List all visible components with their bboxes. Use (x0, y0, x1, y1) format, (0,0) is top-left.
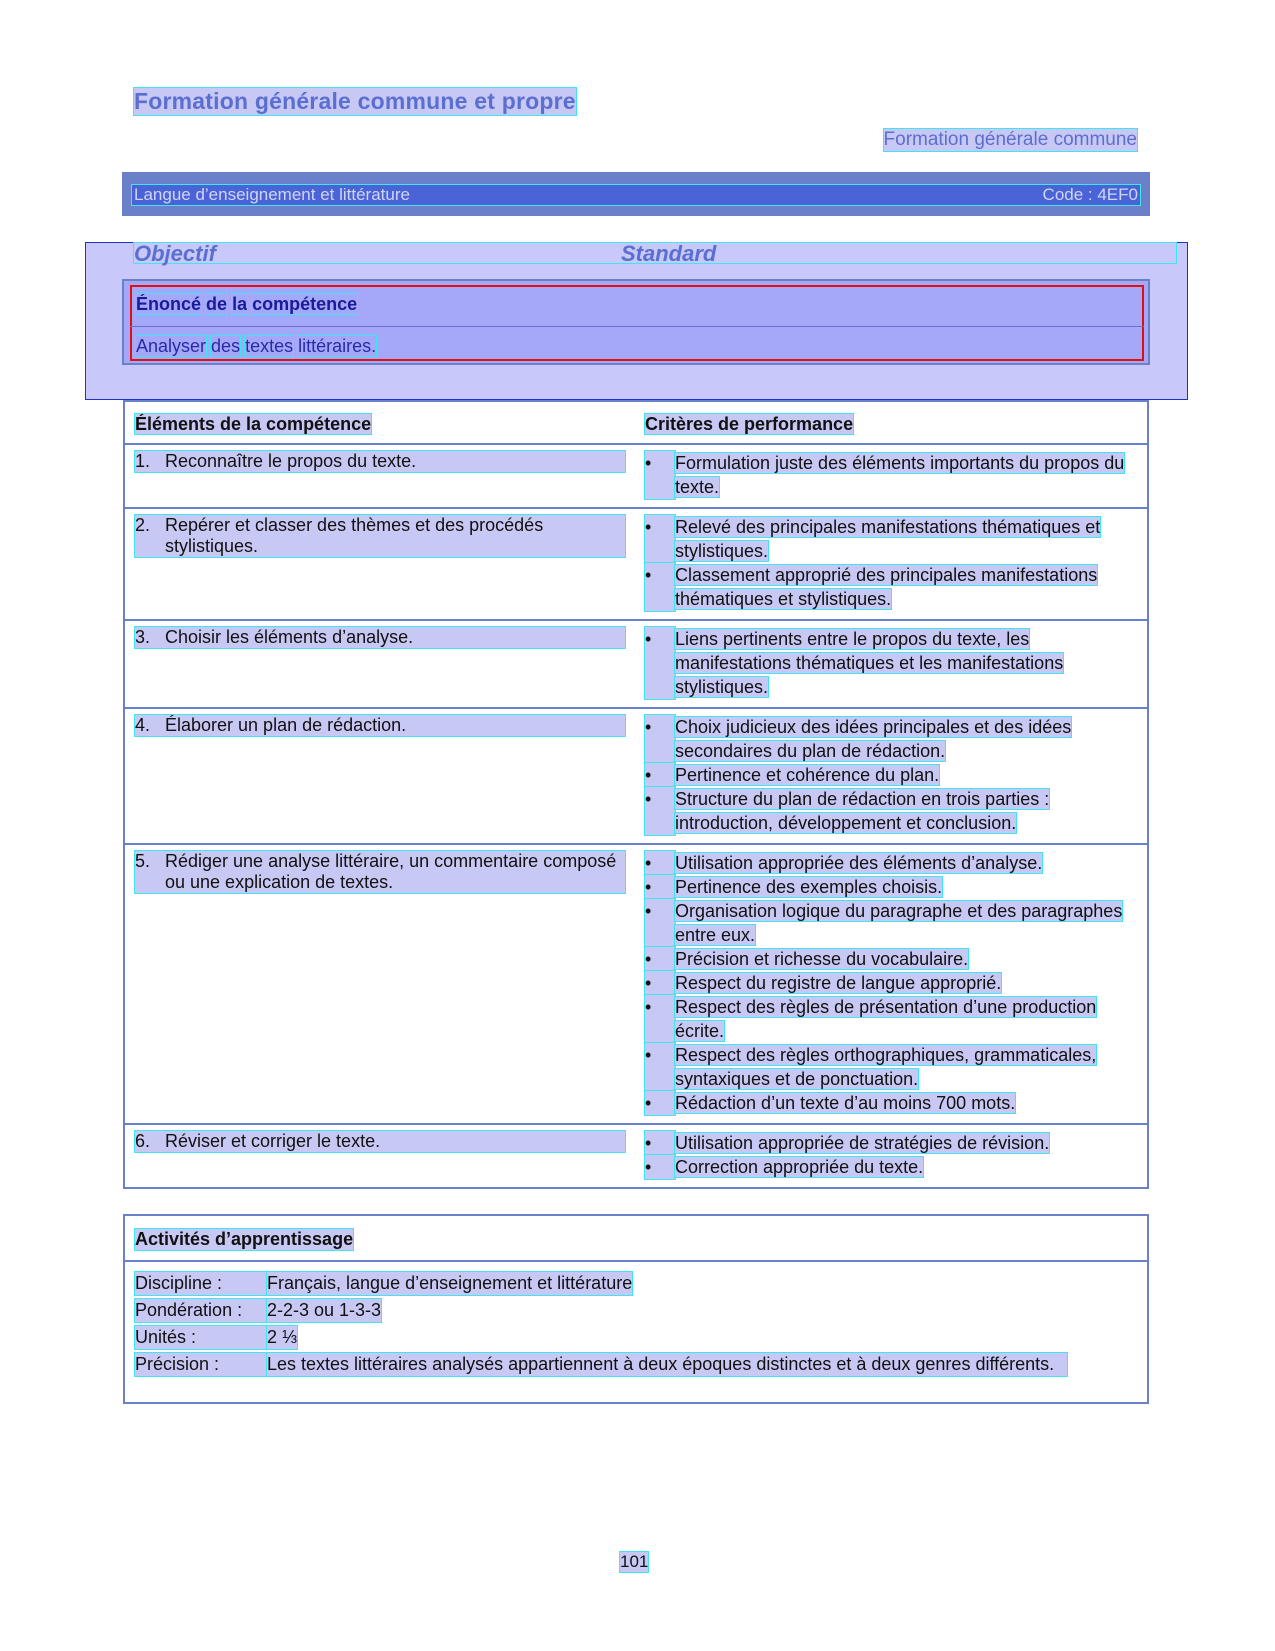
bullet-icon: • (645, 1091, 675, 1115)
criteria-item (645, 1155, 1137, 1179)
criteria-item (645, 851, 1137, 875)
heading-word: de (206, 294, 228, 314)
criteria-text: Utilisation appropriée des éléments d’analyse. (675, 853, 1043, 873)
element-number: 3. (135, 627, 151, 647)
ponderation-label: Pondération : (135, 1299, 267, 1322)
element-text: Réviser et corriger le texte. (165, 1131, 381, 1151)
competence-statement (122, 279, 1150, 365)
element-item (135, 451, 625, 472)
precision-value: Les textes littéraires analysés appartiennent à deux époques distinctes et à deux genres différents. (267, 1353, 1067, 1376)
criteria-text: Relevé des principales manifestations thématiques et stylistiques. (675, 517, 1101, 561)
criteria-text: Respect du registre de langue approprié. (675, 973, 1002, 993)
elements-header: Éléments de la compétence (135, 414, 372, 434)
ponderation-value: 2-2-3 ou 1-3-3 (267, 1300, 382, 1320)
criteria-item (645, 875, 1137, 899)
criteria-list (645, 851, 1137, 1115)
element-item (135, 715, 625, 736)
criteria-text: Formulation juste des éléments importants du propos du texte. (675, 453, 1125, 497)
element-text: Choisir les éléments d’analyse. (165, 627, 414, 647)
bullet-icon: • (645, 451, 675, 499)
criteria-list (645, 627, 1137, 699)
criteria-text: Rédaction d’un texte d’au moins 700 mots. (675, 1093, 1016, 1113)
criteria-item (645, 1131, 1137, 1155)
element-number: 2. (135, 515, 151, 535)
criteria-item (645, 627, 1137, 699)
divider (125, 1260, 1147, 1262)
text-word: des (211, 336, 241, 356)
table-row (124, 508, 1148, 620)
bullet-icon: • (645, 515, 675, 563)
criteria-list (645, 715, 1137, 835)
criteria-item (645, 995, 1137, 1043)
criteria-item (645, 1043, 1137, 1091)
criteria-list (645, 515, 1137, 611)
criteria-list (645, 451, 1137, 499)
criteria-text: Classement approprié des principales manifestations thématiques et stylistiques. (675, 565, 1098, 609)
bullet-icon: • (645, 875, 675, 899)
criteria-item (645, 515, 1137, 563)
criteria-text: Précision et richesse du vocabulaire. (675, 949, 969, 969)
bullet-icon: • (645, 715, 675, 763)
bullet-icon: • (645, 787, 675, 835)
criteria-text: Pertinence des exemples choisis. (675, 877, 943, 897)
criteria-item (645, 899, 1137, 947)
unites-row (135, 1326, 297, 1349)
criteria-item (645, 563, 1137, 611)
page-title: Formation générale commune et propre (134, 88, 576, 114)
bullet-icon: • (645, 563, 675, 611)
element-text: Repérer et classer des thèmes et des procédés stylistiques. (165, 515, 544, 556)
element-text: Reconnaître le propos du texte. (165, 451, 417, 471)
criteria-item (645, 763, 1137, 787)
competence-table (123, 400, 1149, 1189)
bullet-icon: • (645, 995, 675, 1043)
heading-word: compétence (252, 294, 358, 314)
table-row (124, 1124, 1148, 1188)
course-name: Langue d’enseignement et littérature (134, 185, 410, 204)
competence-text (136, 336, 376, 357)
criteria-text: Pertinence et cohérence du plan. (675, 765, 940, 785)
heading-word: Énoncé (136, 294, 202, 314)
course-code: Code : 4EF0 (1042, 185, 1138, 204)
element-item (135, 627, 625, 648)
bullet-icon: • (645, 971, 675, 995)
criteria-text: Correction appropriée du texte. (675, 1157, 924, 1177)
criteria-item (645, 451, 1137, 499)
criteria-item (645, 715, 1137, 763)
discipline-label: Discipline : (135, 1272, 267, 1295)
criteria-text: Choix judicieux des idées principales et des idées secondaires du plan de rédaction. (675, 717, 1072, 761)
element-item (135, 1131, 625, 1152)
criteria-text: Structure du plan de rédaction en trois parties : introduction, développement et conclusion. (675, 789, 1050, 833)
criteria-text: Utilisation appropriée de stratégies de révision. (675, 1133, 1050, 1153)
heading-word: la (232, 294, 248, 314)
bullet-icon: • (645, 627, 675, 699)
page-number: 101 (620, 1552, 649, 1571)
criteria-list (645, 1131, 1137, 1179)
criteria-item (645, 1091, 1137, 1115)
precision-label: Précision : (135, 1353, 267, 1376)
element-number: 6. (135, 1131, 151, 1151)
bullet-icon: • (645, 947, 675, 971)
bullet-icon: • (645, 1131, 675, 1155)
bullet-icon: • (645, 1043, 675, 1091)
precision-row (135, 1353, 1135, 1376)
element-item (135, 851, 625, 893)
criteria-text: Respect des règles orthographiques, grammaticales, syntaxiques et de ponctuation. (675, 1045, 1097, 1089)
criteria-text: Liens pertinents entre le propos du texte, les manifestations thématiques et les manifestations stylistiques. (675, 629, 1064, 697)
criteria-text: Respect des règles de présentation d’une production écrite. (675, 997, 1097, 1041)
competence-heading (136, 294, 357, 315)
criteria-header: Critères de performance (645, 414, 854, 434)
ponderation-row (135, 1299, 381, 1322)
objective-header (134, 241, 1176, 266)
activities-heading: Activités d’apprentissage (135, 1229, 354, 1249)
page-subtitle: Formation générale commune (883, 129, 1137, 150)
bullet-icon: • (645, 1155, 675, 1179)
course-bar (122, 172, 1150, 216)
table-row (124, 444, 1148, 508)
standard-label: Standard (621, 241, 717, 266)
bullet-icon: • (645, 851, 675, 875)
element-number: 1. (135, 451, 151, 471)
criteria-item (645, 947, 1137, 971)
unites-label: Unités : (135, 1326, 267, 1349)
text-word: littéraires. (298, 336, 377, 356)
table-header-row (124, 401, 1148, 444)
bullet-icon: • (645, 763, 675, 787)
criteria-text: Organisation logique du paragraphe et des paragraphes entre eux. (675, 901, 1123, 945)
activities-box (123, 1214, 1149, 1404)
objective-label: Objectif (134, 241, 216, 266)
element-number: 4. (135, 715, 151, 735)
discipline-row (135, 1272, 632, 1295)
unites-value: 2 ⅓ (267, 1327, 298, 1347)
criteria-item (645, 787, 1137, 835)
bullet-icon: • (645, 899, 675, 947)
divider (130, 326, 1144, 327)
element-text: Élaborer un plan de rédaction. (165, 715, 407, 735)
table-row (124, 620, 1148, 708)
element-text: Rédiger une analyse littéraire, un commentaire composé ou une explication de textes. (165, 851, 617, 892)
table-row (124, 844, 1148, 1124)
element-number: 5. (135, 851, 151, 871)
criteria-item (645, 971, 1137, 995)
discipline-value: Français, langue d’enseignement et littérature (267, 1273, 633, 1293)
element-item (135, 515, 625, 557)
text-word: textes (245, 336, 294, 356)
text-word: Analyser (136, 336, 207, 356)
table-row (124, 708, 1148, 844)
